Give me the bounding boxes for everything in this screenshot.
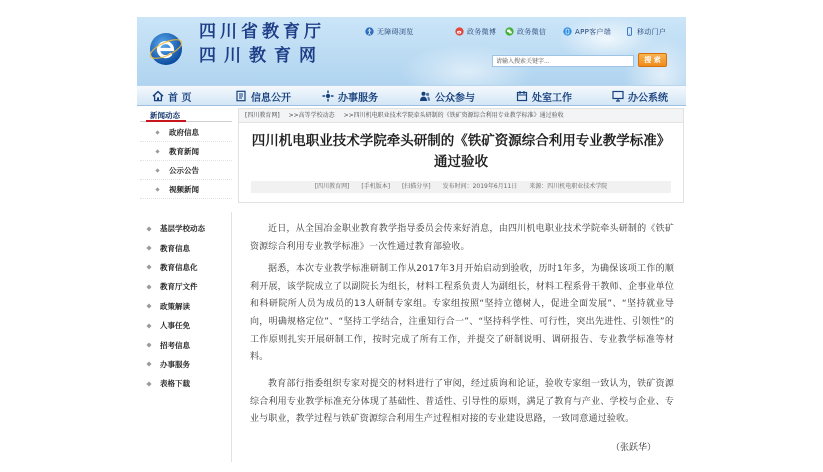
- site-logo-icon[interactable]: [148, 31, 184, 67]
- nav-label: 办公系统: [628, 92, 668, 104]
- meta-source: 来源：四川机电职业技术学院: [529, 183, 608, 190]
- article-body-section: [137, 212, 686, 462]
- nav-label: 信息公开: [251, 92, 291, 104]
- sidebar-item-video-news[interactable]: [140, 181, 232, 199]
- sidebar-item-edu-informatization[interactable]: [140, 258, 231, 277]
- sidebar-item-label: 人事任免: [160, 321, 190, 331]
- bullet-icon: [146, 361, 152, 367]
- site-title-line1: 四川省教育厅: [199, 22, 325, 42]
- sidebar-item-label: 基层学校动态: [160, 224, 205, 234]
- nav-label: 处室工作: [532, 92, 572, 104]
- top-link-accessibility[interactable]: [365, 26, 414, 37]
- top-page-section: [137, 17, 686, 203]
- nav-item-services[interactable]: [322, 89, 378, 103]
- top-link-label: 政务微信: [517, 27, 547, 36]
- monitor-icon: [612, 90, 624, 102]
- breadcrumb-category[interactable]: >>高等学校动态: [288, 112, 335, 119]
- top-link-app[interactable]: [563, 26, 611, 37]
- site-header: [137, 17, 686, 85]
- nav-item-office-system[interactable]: [612, 89, 668, 103]
- article-title-line: 四川机电职业技术学院牵头研制的《铁矿资源综合利用专业教学标准》: [251, 133, 671, 149]
- article-paragraph: 据悉，本次专业教学标准研制工作从2017年3月开始启动到验收，历时1年多，为确保该项工作的顺利开展，该学院成立了以副院长为组长，材料工程系负责人为副组长，材料工程系骨干教师、企事业单位和科研院所人员为成员的13人研制专家组。专家组按照“坚持立德树人，促进全面发展”、“坚持就业导向，明确规格定位”、“坚持工学结合，注重知行合一”、“坚持科学性、可行性，突出先进性、引领性”的工作原则扎实开展研制工作，按时完成了所有工作，并提交了研制说明、调研报告、专业教学标准等材料。: [250, 264, 674, 363]
- search-button[interactable]: 搜 索: [638, 53, 667, 67]
- sidebar-item-label: 视频新闻: [169, 185, 199, 194]
- top-link-mobile[interactable]: [625, 26, 666, 37]
- sidebar-item-label: 教育厅文件: [160, 282, 198, 292]
- accessibility-icon: [365, 27, 374, 36]
- sidebar-item-label: 政策解读: [160, 301, 190, 311]
- document-icon: [235, 90, 247, 102]
- sidebar-item-school-news[interactable]: [140, 219, 231, 238]
- sidebar-item-label: 公示公告: [169, 166, 199, 175]
- sidebar-item-notices[interactable]: [140, 162, 232, 180]
- mobile-icon: [625, 27, 634, 36]
- nav-item-info-public[interactable]: [235, 89, 291, 103]
- breadcrumb-home[interactable]: [四川教育网]: [245, 112, 280, 119]
- sidebar-item-appointments[interactable]: [140, 316, 231, 335]
- meta-published-date: 发布时间：2019年6月11日: [442, 183, 518, 190]
- sidebar-item-label: 教育信息化: [160, 262, 198, 272]
- sidebar-news: [140, 109, 232, 203]
- sidebar-heading: 新闻动态: [150, 111, 180, 120]
- breadcrumb: [239, 109, 683, 123]
- sidebar-item-policy[interactable]: [140, 297, 231, 316]
- meta-mobile-link[interactable]: [手机版本]: [361, 183, 391, 190]
- bullet-icon: [155, 168, 160, 173]
- nav-item-home[interactable]: [152, 89, 191, 103]
- home-icon: [152, 90, 164, 102]
- wechat-icon: [505, 27, 514, 36]
- sidebar-item-label: 教育新闻: [169, 147, 199, 156]
- sidebar-item-exams[interactable]: [140, 335, 231, 354]
- sidebar-item-label: 招考信息: [160, 340, 190, 350]
- article-header: [238, 108, 684, 203]
- people-icon: [419, 90, 431, 102]
- sidebar-item-label: 教育信息: [160, 243, 190, 253]
- meta-site-link[interactable]: [四川教育网]: [314, 183, 350, 190]
- article-body: [250, 221, 674, 437]
- nav-item-participation[interactable]: [419, 89, 475, 103]
- top-link-label: 移动门户: [637, 27, 667, 36]
- bullet-icon: [146, 303, 152, 309]
- article-author: （张跃华）: [610, 443, 656, 453]
- service-icon: [322, 90, 334, 102]
- calendar-icon: [516, 90, 528, 102]
- weibo-icon: [455, 27, 464, 36]
- site-title-line2: 四川教育网: [199, 46, 324, 66]
- top-link-weibo[interactable]: [455, 26, 496, 37]
- article-meta: [251, 181, 671, 193]
- sidebar-heading-accent: [146, 120, 186, 122]
- sidebar-item-dept-documents[interactable]: [140, 277, 231, 296]
- bullet-icon: [146, 323, 152, 329]
- article-paragraph: 教育部行指委组织专家对提交的材料进行了审阅，经过质询和论证，验收专家组一致认为，铁矿资源综合利用专业教学标准充分体现了基础性、普适性、引导性的原则，满足了教育与产业、学校与企业、专业与职业，教学过程与铁矿资源综合利用生产过程相对接的专业建设思路，一致同意通过验收。: [250, 379, 674, 425]
- meta-share-link[interactable]: [扫描分享]: [401, 183, 431, 190]
- article-paragraph: 近日，从全国冶金职业教育教学指导委员会传来好消息，由四川机电职业技术学院牵头研制的《铁矿资源综合利用专业教学标准》一次性通过教育部验收。: [250, 224, 674, 252]
- bullet-icon: [146, 264, 152, 270]
- sidebar-item-services[interactable]: [140, 355, 231, 374]
- bullet-icon: [155, 149, 160, 154]
- app-icon: [563, 27, 572, 36]
- top-link-wechat[interactable]: [505, 26, 546, 37]
- bullet-icon: [146, 381, 152, 387]
- article-title: [239, 131, 683, 173]
- bullet-icon: [155, 187, 160, 192]
- sidebar-item-label: 政府信息: [169, 128, 199, 137]
- sidebar-item-label: 办事服务: [160, 359, 190, 369]
- article-title-line: 通过验收: [434, 154, 488, 170]
- bullet-icon: [146, 245, 152, 251]
- bullet-icon: [146, 284, 152, 290]
- bullet-icon: [146, 342, 152, 348]
- search-input[interactable]: [492, 55, 634, 67]
- bullet-icon: [146, 226, 152, 232]
- top-link-label: 政务微博: [467, 27, 497, 36]
- bullet-icon: [155, 130, 160, 135]
- sidebar-item-gov-info[interactable]: [140, 124, 232, 142]
- sidebar-item-edu-info[interactable]: [140, 238, 231, 257]
- top-link-label: 无障碍浏览: [377, 27, 414, 36]
- sidebar-item-edu-news[interactable]: [140, 143, 232, 161]
- nav-label: 办事服务: [338, 92, 378, 104]
- sidebar-item-forms[interactable]: [140, 374, 231, 393]
- breadcrumb-current: >>四川机电职业技术学院牵头研制的《铁矿资源综合利用专业教学标准》通过验收: [343, 112, 564, 119]
- nav-label: 公众参与: [435, 92, 475, 104]
- sidebar-item-label: 表格下载: [160, 379, 190, 389]
- main-nav: [137, 85, 686, 106]
- top-link-label: APP客户端: [575, 27, 612, 36]
- nav-item-office-work[interactable]: [516, 89, 572, 103]
- sidebar-categories: [140, 212, 232, 462]
- nav-label: 首 页: [168, 92, 192, 104]
